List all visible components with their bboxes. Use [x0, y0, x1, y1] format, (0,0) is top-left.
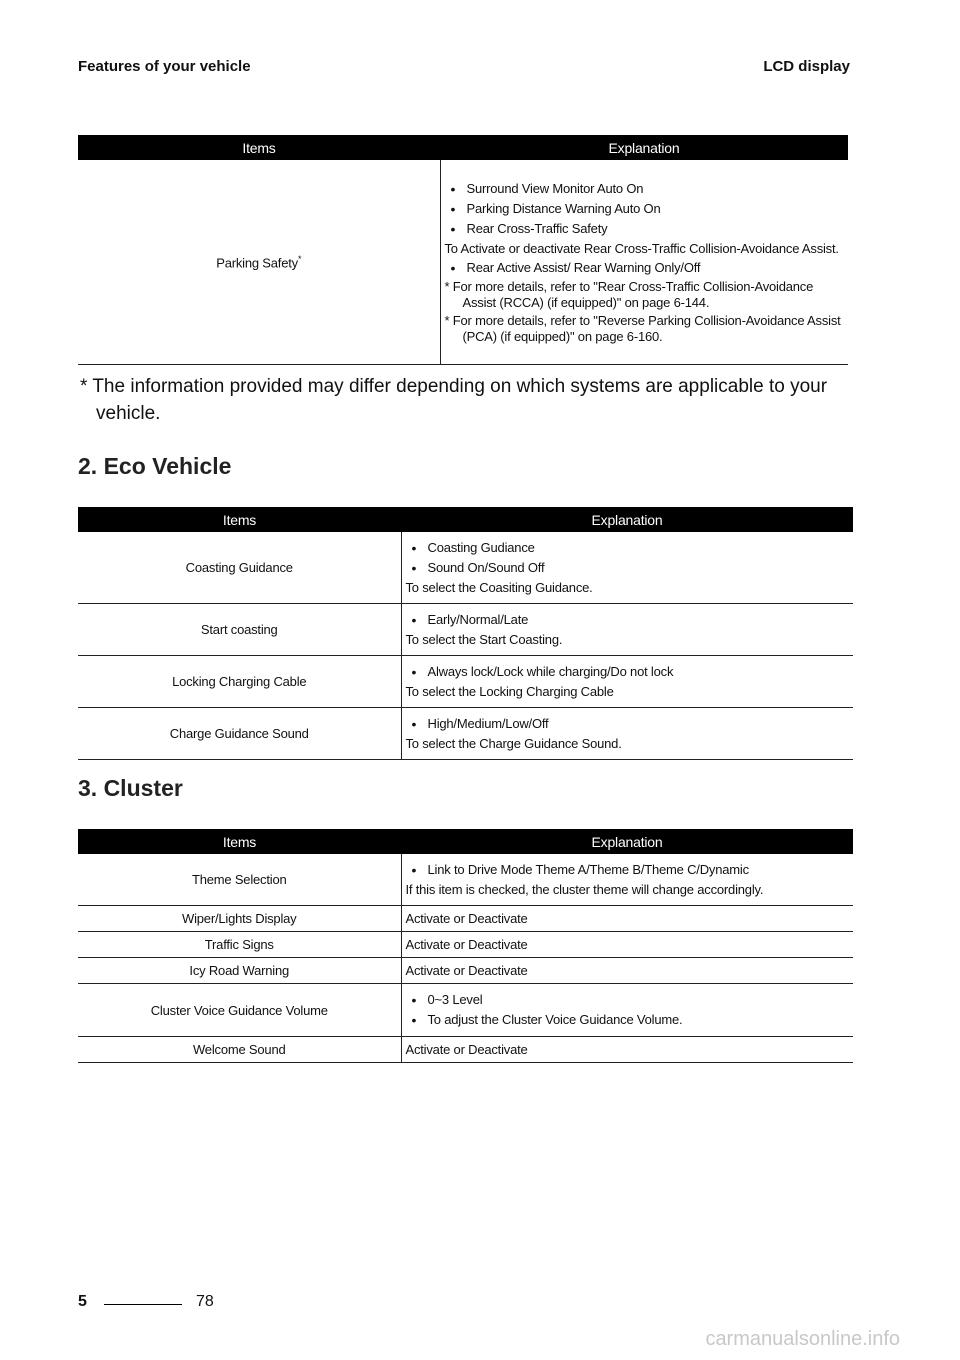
page-footer [78, 1293, 378, 1315]
explanation-cell [401, 656, 853, 708]
explanation-note: To select the Charge Guidance Sound. [405, 736, 622, 751]
header-section-title: Features of your vehicle [78, 58, 251, 75]
item-cell: Start coasting [78, 604, 401, 656]
column-header-explanation: Explanation [401, 829, 853, 854]
item-cell: Welcome Sound [78, 1037, 401, 1063]
column-header-items: Items [78, 135, 440, 160]
header-chapter-title: LCD display [763, 58, 850, 75]
explanation-note: To select the Locking Charging Cable [405, 684, 614, 699]
table-header-row [78, 829, 853, 854]
page-number: 78 [196, 1293, 214, 1310]
explanation-cell [440, 160, 848, 365]
applicability-footnote: * The information provided may differ depending on which systems are applicable to your vehicle. [80, 376, 828, 424]
explanation-cell: Activate or Deactivate [401, 906, 853, 932]
table-row [78, 958, 853, 984]
explanation-cell: Activate or Deactivate [401, 1037, 853, 1063]
bullet-item: • Surround View Monitor Auto On [445, 180, 845, 198]
column-header-explanation: Explanation [440, 135, 848, 160]
explanation-cell [401, 854, 853, 906]
explanation-cell [401, 532, 853, 604]
explanation-cell [401, 708, 853, 760]
bullet-item: • Always lock/Lock while charging/Do not lock [406, 663, 850, 681]
column-header-items: Items [78, 829, 401, 854]
explanation-cell [401, 984, 853, 1037]
page-header [78, 58, 850, 80]
table-row [78, 932, 853, 958]
bullet-item: • Link to Drive Mode Theme A/Theme B/Theme C/Dynamic [406, 861, 850, 879]
table-header-row [78, 135, 848, 160]
explanation-cell: Activate or Deactivate [401, 932, 853, 958]
table-row [78, 160, 848, 365]
table-row [78, 656, 853, 708]
eco-vehicle-table [78, 507, 853, 760]
bullet-item: • Sound On/Sound Off [406, 559, 850, 577]
table-row [78, 532, 853, 604]
bullet-item: • To adjust the Cluster Voice Guidance Volume. [406, 1011, 850, 1029]
explanation-cell [401, 604, 853, 656]
table-row [78, 906, 853, 932]
bullet-item: • 0~3 Level [406, 991, 850, 1009]
watermark: carmanualsonline.info [705, 1328, 900, 1350]
bullet-item: • Coasting Gudiance [406, 539, 850, 557]
table-row [78, 854, 853, 906]
item-cell: Traffic Signs [78, 932, 401, 958]
item-cell: Icy Road Warning [78, 958, 401, 984]
footer-divider [104, 1304, 182, 1305]
explanation-note: If this item is checked, the cluster theme will change accordingly. [405, 882, 764, 897]
item-cell: Theme Selection [78, 854, 401, 906]
bullet-item: • Early/Normal/Late [406, 611, 850, 629]
table-row [78, 984, 853, 1037]
item-cell: Coasting Guidance [78, 532, 401, 604]
bullet-item: • Rear Active Assist/ Rear Warning Only/Off [445, 259, 845, 277]
column-header-explanation: Explanation [401, 507, 853, 532]
table-row [78, 604, 853, 656]
explanation-cell: Activate or Deactivate [401, 958, 853, 984]
bullet-item: • High/Medium/Low/Off [406, 715, 850, 733]
table-header-row [78, 507, 853, 532]
column-header-items: Items [78, 507, 401, 532]
item-cell: Charge Guidance Sound [78, 708, 401, 760]
bullet-item: • Parking Distance Warning Auto On [445, 200, 845, 218]
item-cell: Locking Charging Cable [78, 656, 401, 708]
item-cell: Cluster Voice Guidance Volume [78, 984, 401, 1037]
table-row [78, 1037, 853, 1063]
explanation-note: To select the Coasiting Guidance. [405, 580, 593, 595]
bullet-item: • Rear Cross-Traffic Safety [445, 220, 845, 238]
item-cell [78, 160, 440, 365]
table-row [78, 708, 853, 760]
reference-note: * For more details, refer to "Rear Cross-Traffic Collision-Avoidance Assist (RCCA) (if equipped)" on page 6-144. [444, 278, 814, 310]
explanation-note: To select the Start Coasting. [405, 632, 563, 647]
explanation-note: To Activate or deactivate Rear Cross-Traffic Collision-Avoidance Assist. [444, 240, 839, 256]
chapter-number: 5 [78, 1293, 87, 1310]
item-label: Parking Safety [216, 255, 298, 271]
parking-safety-table [78, 135, 848, 365]
reference-note: * For more details, refer to "Reverse Parking Collision-Avoidance Assist (PCA) (if equipped)" on page 6-160. [444, 312, 841, 344]
item-asterisk: * [297, 253, 302, 264]
cluster-table [78, 829, 853, 1063]
section-heading-cluster: 3. Cluster [78, 775, 183, 801]
section-heading-eco-vehicle: 2. Eco Vehicle [78, 453, 232, 479]
item-cell: Wiper/Lights Display [78, 906, 401, 932]
